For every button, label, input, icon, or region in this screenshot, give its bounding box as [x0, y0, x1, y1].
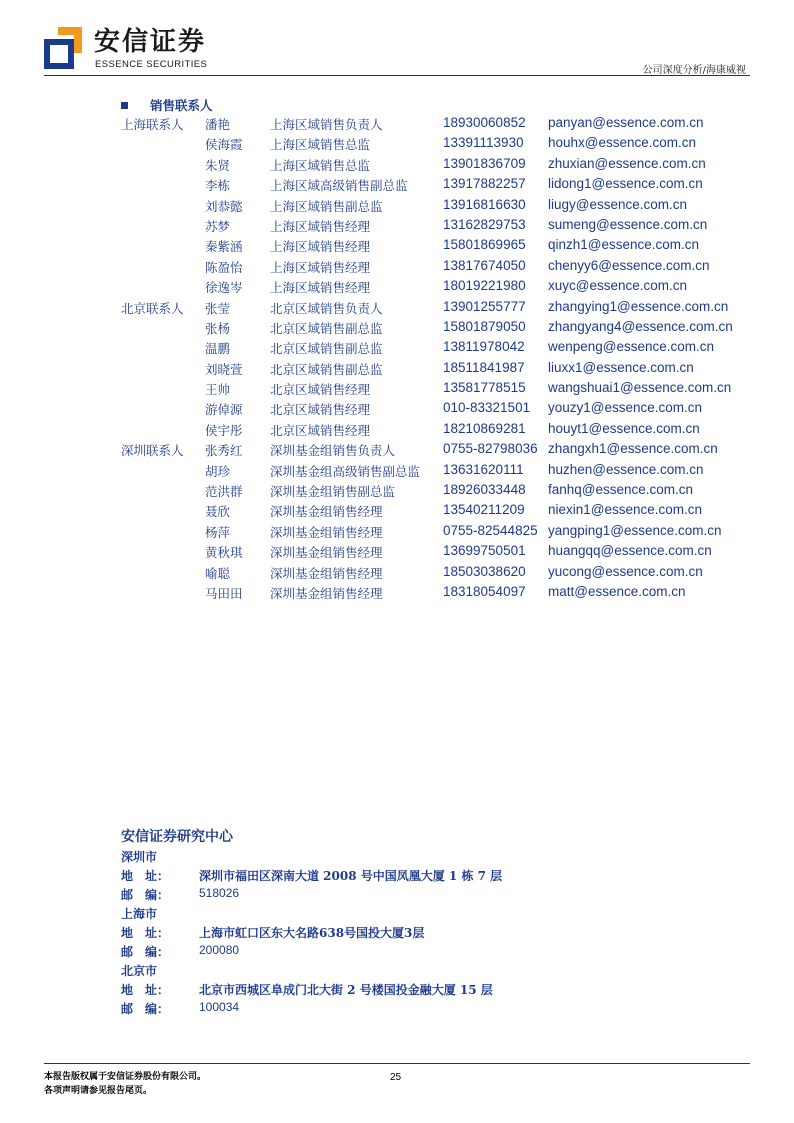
contact-title: 上海区域销售总监 — [270, 137, 371, 153]
contact-name: 范洪群 — [205, 484, 243, 500]
contact-row — [121, 521, 761, 541]
address-value: 深圳市福田区深南大道 2008 号中国凤凰大厦 1 栋 7 层 — [199, 869, 503, 883]
contact-row — [121, 297, 761, 317]
address-value: 北京市西城区阜成门北大街 2 号楼国投金融大厦 15 层 — [199, 983, 493, 997]
research-center — [121, 826, 721, 1019]
contact-title: 深圳基金组销售副总监 — [270, 484, 396, 500]
zip-line — [121, 886, 721, 905]
contact-name: 游倬源 — [205, 402, 243, 418]
contact-title: 上海区域销售经理 — [270, 280, 371, 296]
address-line — [121, 981, 721, 1000]
contact-email[interactable]: niexin1@essence.com.cn — [548, 502, 703, 518]
contact-phone: 18503038620 — [443, 563, 526, 579]
contact-phone: 13581778515 — [443, 380, 526, 396]
contact-email[interactable]: zhangyang4@essence.com.cn — [548, 318, 733, 334]
contact-title: 深圳基金组销售经理 — [270, 524, 383, 540]
contact-row — [121, 113, 761, 133]
disclaimer-notice: 各项声明请参见报告尾页。 — [44, 1086, 153, 1096]
sales-title-text: 销售联系人 — [150, 98, 213, 113]
report-type: 公司深度分析/海康威视 — [642, 65, 746, 76]
contact-email[interactable]: huzhen@essence.com.cn — [548, 461, 704, 477]
contact-email[interactable]: yucong@essence.com.cn — [548, 563, 703, 579]
contact-phone: 13901836709 — [443, 155, 526, 171]
contact-name: 陈盈怡 — [205, 259, 243, 275]
contact-email[interactable]: matt@essence.com.cn — [548, 583, 686, 599]
contact-phone: 13699750501 — [443, 543, 526, 559]
zip-line — [121, 1000, 721, 1019]
contact-phone: 0755-82798036 — [443, 441, 538, 457]
contact-row — [121, 133, 761, 153]
contact-row — [121, 582, 761, 602]
contact-title: 北京区域销售副总监 — [270, 320, 383, 336]
contact-email[interactable]: houyt1@essence.com.cn — [548, 420, 700, 436]
contact-email[interactable]: houhx@essence.com.cn — [548, 135, 697, 151]
contact-row — [121, 460, 761, 480]
contact-title: 深圳基金组销售经理 — [270, 504, 383, 520]
contact-title: 深圳基金组销售经理 — [270, 585, 383, 601]
contact-email[interactable]: liuxx1@essence.com.cn — [548, 359, 694, 375]
contact-email[interactable]: chenyy6@essence.com.cn — [548, 257, 710, 273]
footer-notice — [44, 1070, 206, 1098]
contact-email[interactable]: wangshuai1@essence.com.cn — [548, 380, 732, 396]
contact-title: 北京区域销售负责人 — [270, 300, 383, 316]
brand-name-en: ESSENCE SECURITIES — [95, 59, 208, 70]
address-label: 地 址： — [121, 869, 170, 883]
square-bullet-icon — [121, 102, 128, 109]
contact-name: 聂欣 — [205, 504, 231, 520]
contact-row — [121, 419, 761, 439]
contact-phone: 13540211209 — [443, 502, 525, 518]
zip-label: 邮 编： — [121, 1002, 170, 1016]
contact-row — [121, 358, 761, 378]
contact-name: 胡珍 — [205, 463, 231, 479]
contact-email[interactable]: zhuxian@essence.com.cn — [548, 155, 706, 171]
contact-email[interactable]: wenpeng@essence.com.cn — [548, 339, 715, 355]
contact-email[interactable]: zhangying1@essence.com.cn — [548, 298, 729, 314]
contact-phone: 13391113930 — [443, 135, 524, 151]
contact-phone: 15801879050 — [443, 318, 526, 334]
contact-row — [121, 256, 761, 276]
contact-phone: 18511841987 — [443, 359, 525, 375]
brand-name-cn: 安信证券 — [94, 27, 207, 57]
contact-name: 温鹏 — [205, 341, 231, 357]
contact-phone: 13162829753 — [443, 216, 526, 232]
contact-row — [121, 215, 761, 235]
contact-title: 上海区域销售经理 — [270, 239, 371, 255]
contact-title: 上海区域销售负责人 — [270, 117, 383, 132]
sales-contact-table — [121, 113, 761, 602]
contact-phone: 18930060852 — [443, 115, 526, 130]
contact-row — [121, 378, 761, 398]
contact-name: 张莹 — [205, 300, 231, 316]
contact-name: 徐逸岑 — [205, 280, 243, 296]
contact-name: 李栋 — [205, 178, 231, 194]
contact-row — [121, 500, 761, 520]
contact-phone: 13901255777 — [443, 298, 526, 314]
contact-title: 北京区域销售副总监 — [270, 361, 383, 377]
contact-row — [121, 480, 761, 500]
contact-email[interactable]: lidong1@essence.com.cn — [548, 176, 703, 192]
contact-title: 深圳基金组高级销售副总监 — [270, 463, 421, 479]
contact-email[interactable]: panyan@essence.com.cn — [548, 115, 704, 130]
contact-title: 上海区域销售经理 — [270, 259, 371, 275]
contact-email[interactable]: qinzh1@essence.com.cn — [548, 237, 700, 253]
contact-name: 侯宇彤 — [205, 422, 243, 438]
contact-phone: 18019221980 — [443, 278, 526, 294]
header-divider — [44, 75, 750, 76]
contact-row — [121, 195, 761, 215]
address-value: 上海市虹口区东大名路638号国投大厦3层 — [199, 926, 425, 940]
contact-title: 深圳基金组销售经理 — [270, 545, 383, 561]
contact-phone: 13811978042 — [443, 339, 525, 355]
contact-row — [121, 317, 761, 337]
contact-row — [121, 337, 761, 357]
contact-row — [121, 398, 761, 418]
contact-phone: 18210869281 — [443, 420, 526, 436]
contact-region: 深圳联系人 — [121, 443, 184, 459]
contact-email[interactable]: liugy@essence.com.cn — [548, 196, 688, 212]
contact-name: 杨萍 — [205, 524, 231, 540]
contact-title: 深圳基金组销售经理 — [270, 565, 383, 581]
contact-title: 北京区域销售经理 — [270, 402, 371, 418]
contact-name: 秦紫涵 — [205, 239, 243, 255]
contact-phone: 18926033448 — [443, 482, 526, 498]
footer-divider — [44, 1063, 750, 1064]
address-line — [121, 924, 721, 943]
contact-phone: 18318054097 — [443, 583, 526, 599]
contact-name: 苏梦 — [205, 218, 231, 234]
contact-title: 上海区域高级销售副总监 — [270, 178, 408, 194]
address-label: 地 址： — [121, 926, 170, 940]
contact-row — [121, 439, 761, 459]
contact-phone: 15801869965 — [443, 237, 526, 253]
contact-email[interactable]: youzy1@essence.com.cn — [548, 400, 703, 416]
contact-phone: 13917882257 — [443, 176, 526, 192]
copyright-notice: 本报告版权属于安信证券股份有限公司。 — [44, 1072, 207, 1082]
contact-name: 侯海霞 — [205, 137, 243, 153]
contact-phone: 0755-82544825 — [443, 522, 538, 538]
contact-title: 上海区域销售总监 — [270, 157, 371, 173]
address-line — [121, 867, 721, 886]
contact-name: 张杨 — [205, 320, 231, 336]
contact-row — [121, 276, 761, 296]
zip-value: 518026 — [199, 886, 240, 900]
zip-value: 200080 — [199, 943, 240, 957]
contact-row — [121, 235, 761, 255]
contact-email[interactable]: yangping1@essence.com.cn — [548, 522, 722, 538]
contact-email[interactable]: fanhq@essence.com.cn — [548, 482, 694, 498]
contact-phone: 13817674050 — [443, 257, 526, 273]
page-number: 25 — [390, 1072, 402, 1083]
contact-email[interactable]: xuyc@essence.com.cn — [548, 278, 688, 294]
zip-line — [121, 943, 721, 962]
essence-logo-icon — [44, 27, 82, 69]
contact-name: 刘恭懿 — [205, 198, 243, 214]
contact-title: 深圳基金组销售负责人 — [270, 443, 396, 459]
contact-name: 喻聪 — [205, 565, 231, 581]
city-name: 北京市 — [121, 964, 158, 978]
contact-name: 刘晓萱 — [205, 361, 243, 377]
research-center-title: 安信证券研究中心 — [121, 829, 233, 845]
zip-label: 邮 编： — [121, 945, 170, 959]
city-name: 上海市 — [121, 907, 158, 921]
contact-phone: 13631620111 — [443, 461, 524, 477]
contact-email[interactable]: huangqq@essence.com.cn — [548, 543, 712, 559]
contact-row — [121, 562, 761, 582]
zip-value: 100034 — [199, 1000, 240, 1014]
sales-section-title — [121, 96, 213, 114]
contact-title: 北京区域销售副总监 — [270, 341, 383, 357]
contact-phone: 13916816630 — [443, 196, 526, 212]
contact-email[interactable]: zhangxh1@essence.com.cn — [548, 441, 718, 457]
address-label: 地 址： — [121, 983, 170, 997]
contact-name: 马田田 — [205, 585, 243, 601]
contact-title: 上海区域销售经理 — [270, 218, 371, 234]
contact-name: 朱贤 — [205, 157, 231, 173]
contact-name: 黄秋琪 — [205, 545, 243, 561]
contact-name: 张秀红 — [205, 443, 243, 459]
zip-label: 邮 编： — [121, 888, 170, 902]
contact-title: 上海区域销售副总监 — [270, 198, 383, 214]
contact-name: 王帅 — [205, 382, 231, 398]
contact-region: 北京联系人 — [121, 300, 184, 316]
contact-phone: 010-83321501 — [443, 400, 531, 416]
contact-title: 北京区域销售经理 — [270, 422, 371, 438]
contact-email[interactable]: sumeng@essence.com.cn — [548, 216, 708, 232]
contact-row — [121, 174, 761, 194]
contact-region: 上海联系人 — [121, 117, 184, 132]
contact-row — [121, 154, 761, 174]
city-name: 深圳市 — [121, 850, 158, 864]
contact-name: 潘艳 — [205, 117, 231, 132]
contact-title: 北京区域销售经理 — [270, 382, 371, 398]
contact-row — [121, 541, 761, 561]
